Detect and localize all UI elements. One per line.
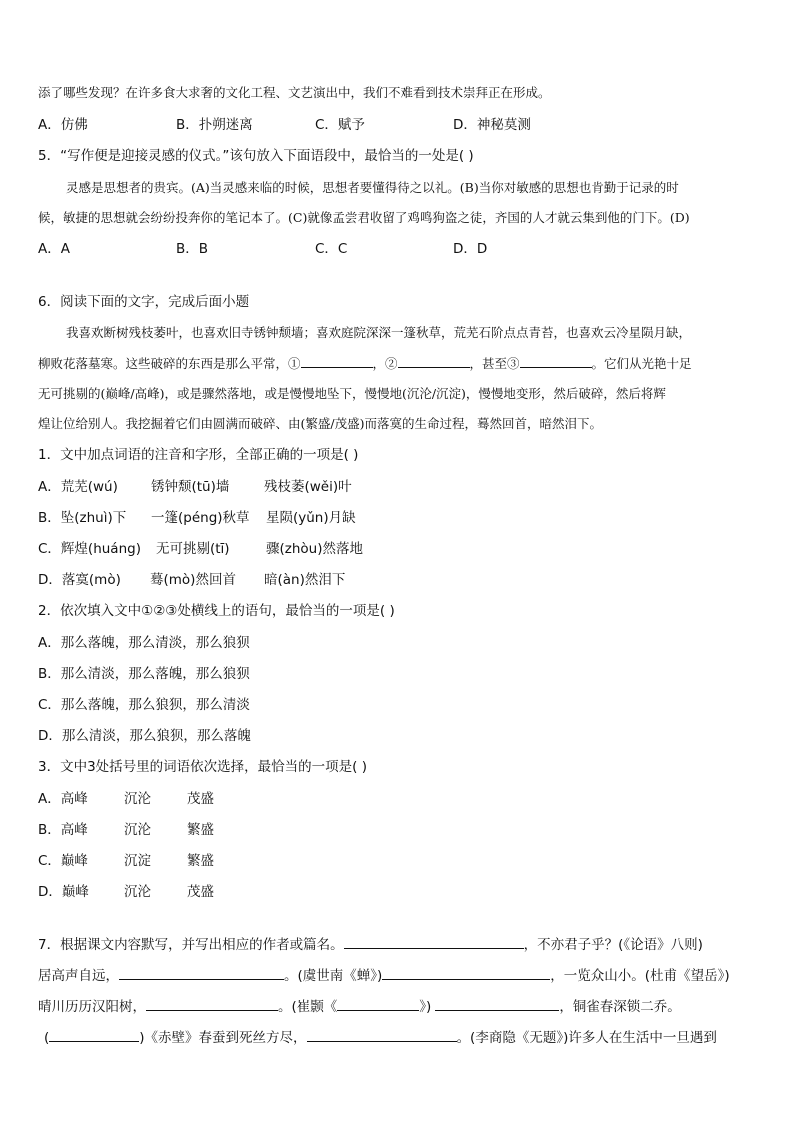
question-6-passage-line: 煌让位给别人。我挖掘着它们由圆满而破碎、由(繁盛/茂盛)而落寞的生命过程，蓦然回首，暗然泪下。 (38, 416, 602, 431)
question-6-passage-line (38, 355, 692, 373)
question-6-passage-line: 无可挑剔的(巅峰/高峰)，或是骤然落地，或是慢慢地坠下，慢慢地(沉沦/沉淀)，慢慢地变形，然后破碎，然后将辉 (38, 386, 666, 401)
option-part: C．辉煌(huáng) (38, 541, 141, 557)
option-part: 茂盛 (187, 791, 214, 807)
option-part: 沉沦 (124, 884, 151, 900)
blank-1[interactable] (301, 355, 373, 368)
question-6-stem: 6．阅读下面的文字，完成后面小题 (38, 294, 250, 310)
passage-text: 。它们从光艳十足 (591, 356, 692, 371)
option-part: 沉沦 (124, 791, 151, 807)
option-d: D．D (453, 241, 488, 257)
blank-3[interactable] (520, 355, 592, 368)
blank-field[interactable] (337, 998, 419, 1011)
passage-line: 添了哪些发现？在许多食大求奢的文化工程、文艺演出中，我们不难看到技术崇拜正在形成。 (38, 85, 551, 100)
option-a: A．A (38, 241, 70, 257)
option-part: 蓦(mò)然回首 (150, 572, 236, 588)
question-7-text: ，铜雀春深锁二乔。 (559, 999, 681, 1015)
option-part: 残枝萎(wěi)叶 (264, 479, 352, 495)
option-part: D．落寞(mò) (38, 572, 121, 588)
passage-text: ，② (372, 356, 398, 371)
question-6-passage-line: 我喜欢断树残枝萎叶，也喜欢旧寺锈钟颓墙；喜欢庭院深深一篷秋草，荒芜石阶点点青苔，也喜欢云冷星陨月缺， (66, 325, 692, 340)
option-part: B．坠(zhuì)下 (38, 510, 127, 526)
subquestion-3-stem: 3．文中3处括号里的词语依次选择，最恰当的一项是( ) (38, 759, 368, 775)
question-7-text: 居高声自远， (38, 968, 119, 984)
option-part: 沉沦 (124, 822, 151, 838)
option-part: 茂盛 (187, 884, 214, 900)
blank-field[interactable] (435, 998, 559, 1011)
option-d: D．那么清淡，那么狼狈，那么落魄 (38, 728, 251, 744)
option-b: B．扑朔迷离 (176, 117, 253, 133)
question-7-text: ( (44, 1030, 50, 1046)
question-5-passage-line: 灵感是思想者的贵宾。(A)当灵感来临的时候，思想者要懂得待之以礼。(B)当你对敏感的思想也肯勤于记录的时 (66, 180, 679, 195)
blank-2[interactable] (398, 355, 470, 368)
option-part: A．荒芜(wú) (38, 479, 118, 495)
question-7-line (38, 998, 681, 1016)
question-7-text: 。(李商隐《无题》)许多人在生活中一旦遇到 (456, 1030, 717, 1046)
passage-text: 柳败花落墓寒。这些破碎的东西是那么平常，① (38, 356, 301, 371)
option-a: A．那么落魄，那么清淡，那么狼狈 (38, 635, 250, 651)
blank-field[interactable] (119, 967, 284, 980)
option-part: 一篷(péng)秋草 (151, 510, 250, 526)
question-7-line (38, 936, 703, 954)
option-c: C．那么落魄，那么狼狈，那么清淡 (38, 697, 250, 713)
option-part: 暗(àn)然泪下 (264, 572, 346, 588)
question-5-passage-line: 候，敏捷的思想就会纷纷投奔你的笔记本了。(C)就像孟尝君收留了鸡鸣狗盗之徒，齐国的人才就云集到他的门下。(D) (38, 210, 690, 225)
option-part: 锈钟颓(tū)墙 (151, 479, 230, 495)
blank-field[interactable] (307, 1029, 457, 1042)
option-part: 繁盛 (187, 822, 214, 838)
option-part: 骤(zhòu)然落地 (266, 541, 363, 557)
option-d: D．神秘莫测 (453, 117, 531, 133)
option-part: B．高峰 (38, 822, 88, 838)
option-part: 繁盛 (187, 853, 214, 869)
question-7-stem: 7．根据课文内容默写，并写出相应的作者或篇名。 (38, 937, 344, 953)
question-7-text: 。(崔颢《 (278, 999, 338, 1015)
question-7-text: 。(虞世南《蝉》) (284, 968, 383, 984)
question-7-line (38, 967, 730, 985)
option-part: 星陨(yǔn)月缺 (266, 510, 356, 526)
blank-field[interactable] (382, 967, 550, 980)
option-part: D．巅峰 (38, 884, 89, 900)
option-part: 沉淀 (124, 853, 151, 869)
blank-field[interactable] (344, 936, 524, 949)
option-part: 无可挑剔(tī) (156, 541, 230, 557)
question-7-text: 晴川历历汉阳树， (38, 999, 146, 1015)
option-part: C．巅峰 (38, 853, 88, 869)
question-5-stem: 5．“写作便是迎接灵感的仪式。”该句放入下面语段中，最恰当的一处是( ) (38, 148, 474, 164)
subquestion-2-stem: 2．依次填入文中①②③处横线上的语句，最恰当的一项是( ) (38, 603, 395, 619)
option-c: C．C (315, 241, 348, 257)
question-7-text: 》) (419, 999, 432, 1015)
question-7-text: )《赤壁》春蚕到死丝方尽， (139, 1030, 307, 1046)
option-a: A．仿佛 (38, 117, 88, 133)
blank-field[interactable] (49, 1029, 139, 1042)
question-7-line (44, 1029, 717, 1047)
question-7-text: ，不亦君子乎？(《论语》八则) (523, 937, 703, 953)
subquestion-1-stem: 1．文中加点词语的注音和字形，全部正确的一项是( ) (38, 447, 359, 463)
option-c: C．赋予 (315, 117, 365, 133)
blank-field[interactable] (146, 998, 278, 1011)
question-7-text: ，一览众山小。(杜甫《望岳》) (550, 968, 730, 984)
option-b: B．B (176, 241, 209, 257)
passage-text: ，甚至③ (469, 356, 520, 371)
option-b: B．那么清淡，那么落魄，那么狼狈 (38, 666, 250, 682)
option-part: A．高峰 (38, 791, 88, 807)
